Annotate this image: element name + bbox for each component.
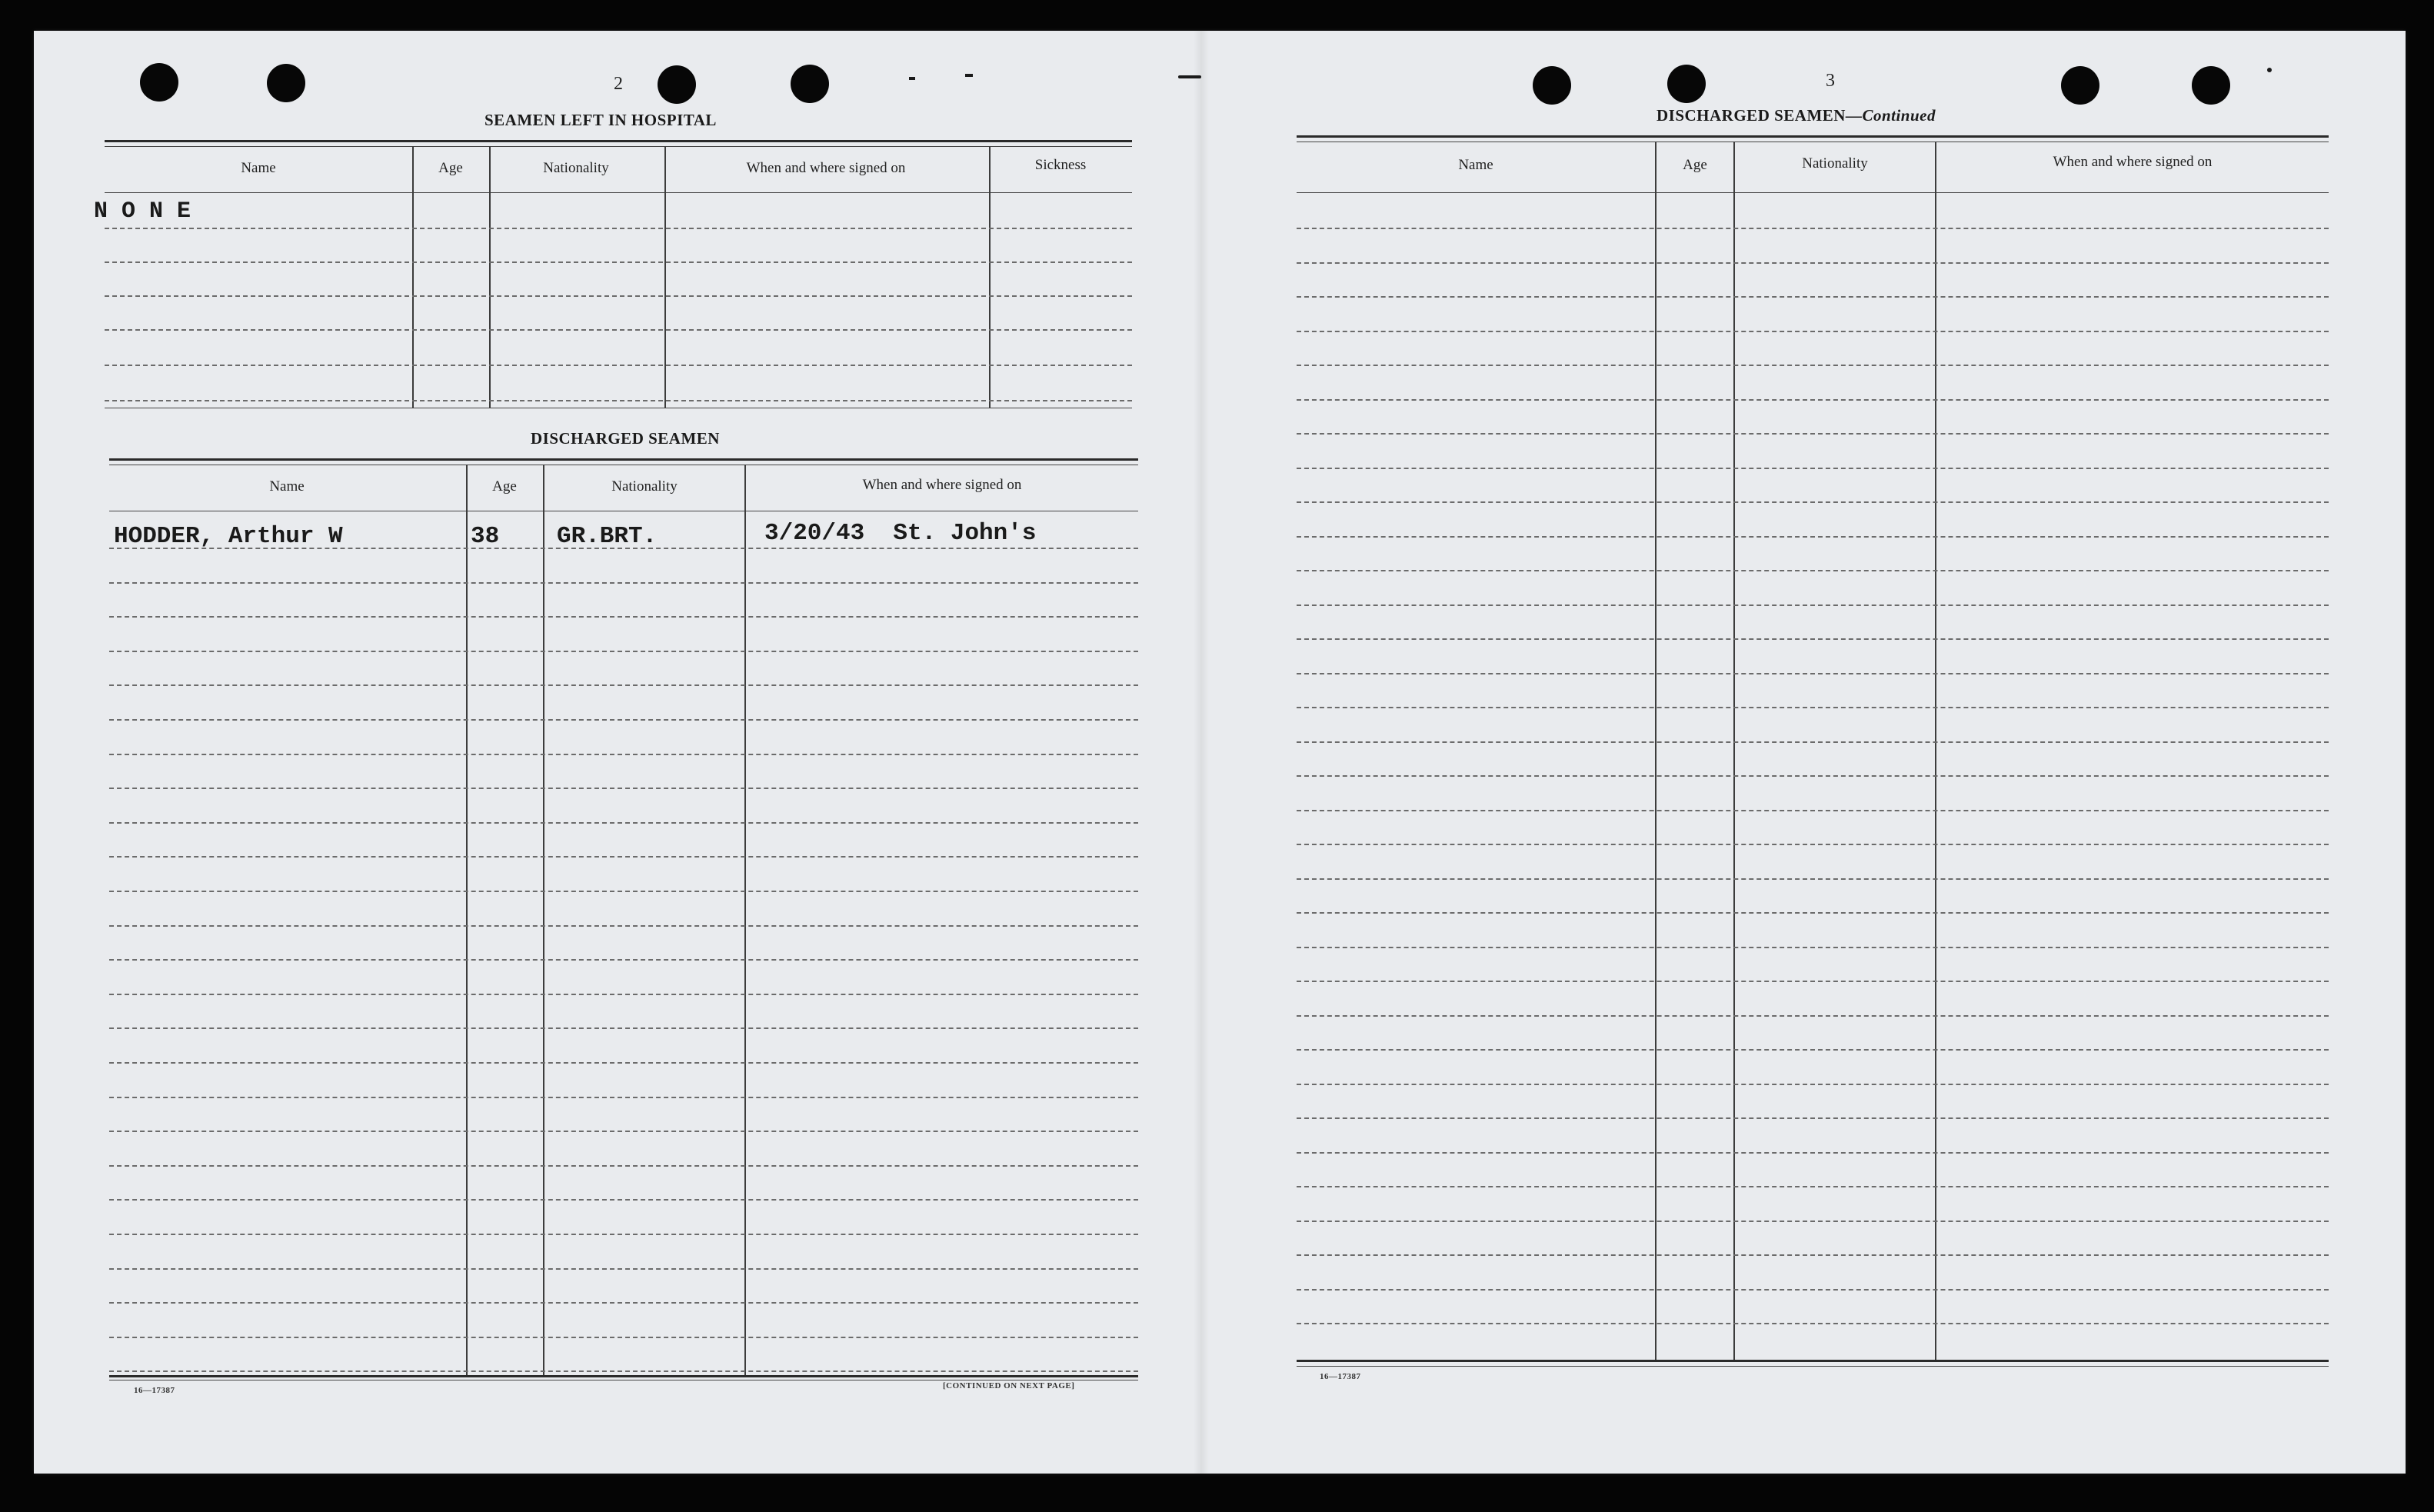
hospital-none-entry: N O N E <box>94 198 191 225</box>
continued-note: [CONTINUED ON NEXT PAGE] <box>943 1381 1075 1390</box>
ruled-line <box>109 959 1138 961</box>
hospital-row-line <box>105 228 1132 229</box>
right-top-rule <box>1297 135 2329 138</box>
right-title-main: DISCHARGED SEAMEN <box>1657 106 1846 125</box>
page-fold <box>1194 31 1209 1474</box>
ruled-line <box>1297 912 2329 914</box>
discharged-col-name: Name <box>269 478 305 495</box>
ruled-line <box>109 1165 1138 1167</box>
ruled-line <box>109 891 1138 892</box>
ruled-line <box>1297 1049 2329 1051</box>
discharged-row-nationality: GR.BRT. <box>557 523 658 550</box>
ruled-line <box>109 548 1138 549</box>
right-col-signed-on: When and where signed on <box>2053 154 2213 170</box>
punch-hole <box>1667 65 1706 103</box>
ruled-line <box>109 1370 1138 1372</box>
hospital-section-title: SEAMEN LEFT IN HOSPITAL <box>484 111 717 129</box>
right-col-name: Name <box>1458 157 1493 173</box>
document-sheet <box>34 31 2406 1474</box>
discharged-divider <box>466 465 468 1375</box>
ruled-line <box>109 1062 1138 1064</box>
hospital-col-age: Age <box>438 160 463 176</box>
ruled-line <box>1297 570 2329 571</box>
punch-hole <box>658 65 696 104</box>
punch-hole <box>1533 66 1571 105</box>
ruled-line <box>109 1199 1138 1201</box>
ruled-line <box>109 1337 1138 1338</box>
ruled-line <box>1297 604 2329 606</box>
ruled-line <box>1297 501 2329 503</box>
ruled-line <box>1297 536 2329 538</box>
ink-speck <box>909 77 915 80</box>
ruled-line <box>109 651 1138 652</box>
ruled-line <box>109 788 1138 789</box>
discharged-row-signed-on: 3/20/43 St. John's <box>764 520 1037 547</box>
ruled-line <box>1297 878 2329 880</box>
discharged-row-age: 38 <box>471 523 500 550</box>
hospital-top-rule <box>105 140 1132 142</box>
hospital-divider <box>489 146 491 408</box>
hospital-row-line <box>105 400 1132 401</box>
ruled-line <box>1297 365 2329 366</box>
hospital-col-signed-on: When and where signed on <box>746 160 906 176</box>
ruled-line <box>109 1131 1138 1132</box>
ruled-line <box>1297 433 2329 435</box>
ruled-line <box>1297 707 2329 708</box>
ruled-line <box>1297 399 2329 401</box>
ruled-line <box>109 856 1138 858</box>
ruled-line <box>1297 1254 2329 1256</box>
right-divider <box>1733 142 1735 1361</box>
discharged-col-signed-on: When and where signed on <box>862 477 1022 493</box>
hospital-divider <box>664 146 666 408</box>
ruled-line <box>109 582 1138 584</box>
ruled-line <box>1297 673 2329 674</box>
ruled-line <box>1297 844 2329 845</box>
discharged-bottom-rule <box>109 1375 1138 1377</box>
discharged-section-title: DISCHARGED SEAMEN <box>531 429 720 448</box>
hospital-header-rule <box>105 192 1132 193</box>
ruled-line <box>1297 1015 2329 1017</box>
ruled-line <box>1297 262 2329 264</box>
discharged-col-age: Age <box>492 478 517 495</box>
ruled-line <box>109 994 1138 995</box>
punch-hole <box>2192 66 2230 105</box>
ruled-line <box>1297 1152 2329 1154</box>
hospital-col-sickness: Sickness <box>1034 157 1087 173</box>
hospital-top-rule-thin <box>105 146 1132 147</box>
ink-speck <box>2267 68 2272 72</box>
ruled-line <box>109 754 1138 755</box>
hospital-row-line <box>105 365 1132 366</box>
hospital-row-line <box>105 261 1132 263</box>
ruled-line <box>1297 810 2329 811</box>
ruled-line <box>109 1097 1138 1098</box>
page-number-right: 3 <box>1826 71 1835 91</box>
right-divider <box>1935 142 1936 1361</box>
ruled-line <box>1297 1186 2329 1187</box>
ruled-line <box>1297 741 2329 743</box>
hospital-row-line <box>105 329 1132 331</box>
hospital-divider <box>412 146 414 408</box>
ruled-line <box>109 616 1138 618</box>
ruled-line <box>1297 331 2329 332</box>
right-bottom-rule <box>1297 1360 2329 1362</box>
page-number-left: 2 <box>614 74 623 94</box>
right-header-rule <box>1297 192 2329 193</box>
ink-speck <box>1178 75 1201 78</box>
ruled-line <box>109 1027 1138 1029</box>
punch-hole <box>140 63 178 102</box>
right-divider <box>1655 142 1657 1361</box>
punch-hole <box>2061 66 2099 105</box>
right-col-age: Age <box>1683 157 1707 173</box>
ruled-line <box>109 1302 1138 1304</box>
right-col-nationality: Nationality <box>1802 155 1868 172</box>
ink-speck <box>965 74 973 77</box>
discharged-divider <box>543 465 544 1375</box>
ruled-line <box>1297 775 2329 777</box>
right-bottom-rule-thin <box>1297 1366 2329 1367</box>
ruled-line <box>1297 1289 2329 1291</box>
right-title-suffix: —Continued <box>1845 106 1936 125</box>
form-number-left: 16—17387 <box>134 1386 175 1395</box>
ruled-line <box>109 1234 1138 1235</box>
punch-hole <box>791 65 829 103</box>
hospital-col-nationality: Nationality <box>543 160 609 176</box>
ruled-line <box>1297 1084 2329 1085</box>
hospital-divider <box>989 146 991 408</box>
ruled-line <box>109 719 1138 721</box>
ruled-line <box>1297 1117 2329 1119</box>
ruled-line <box>1297 296 2329 298</box>
ruled-line <box>1297 638 2329 640</box>
ruled-line <box>109 925 1138 927</box>
ruled-line <box>1297 1221 2329 1222</box>
hospital-row-line <box>105 295 1132 297</box>
ruled-line <box>109 1268 1138 1270</box>
discharged-row-name: HODDER, Arthur W <box>114 523 343 550</box>
ruled-line <box>1297 228 2329 229</box>
ruled-line <box>1297 468 2329 469</box>
form-number-right: 16—17387 <box>1320 1372 1361 1381</box>
ruled-line <box>109 822 1138 824</box>
discharged-col-nationality: Nationality <box>611 478 678 495</box>
discharged-top-rule <box>109 458 1138 461</box>
hospital-col-name: Name <box>241 160 276 176</box>
ruled-line <box>1297 947 2329 948</box>
ruled-line <box>1297 981 2329 982</box>
ruled-line <box>1297 1323 2329 1324</box>
punch-hole <box>267 64 305 102</box>
discharged-divider <box>744 465 746 1375</box>
right-section-title <box>1657 106 1936 125</box>
ruled-line <box>109 684 1138 686</box>
